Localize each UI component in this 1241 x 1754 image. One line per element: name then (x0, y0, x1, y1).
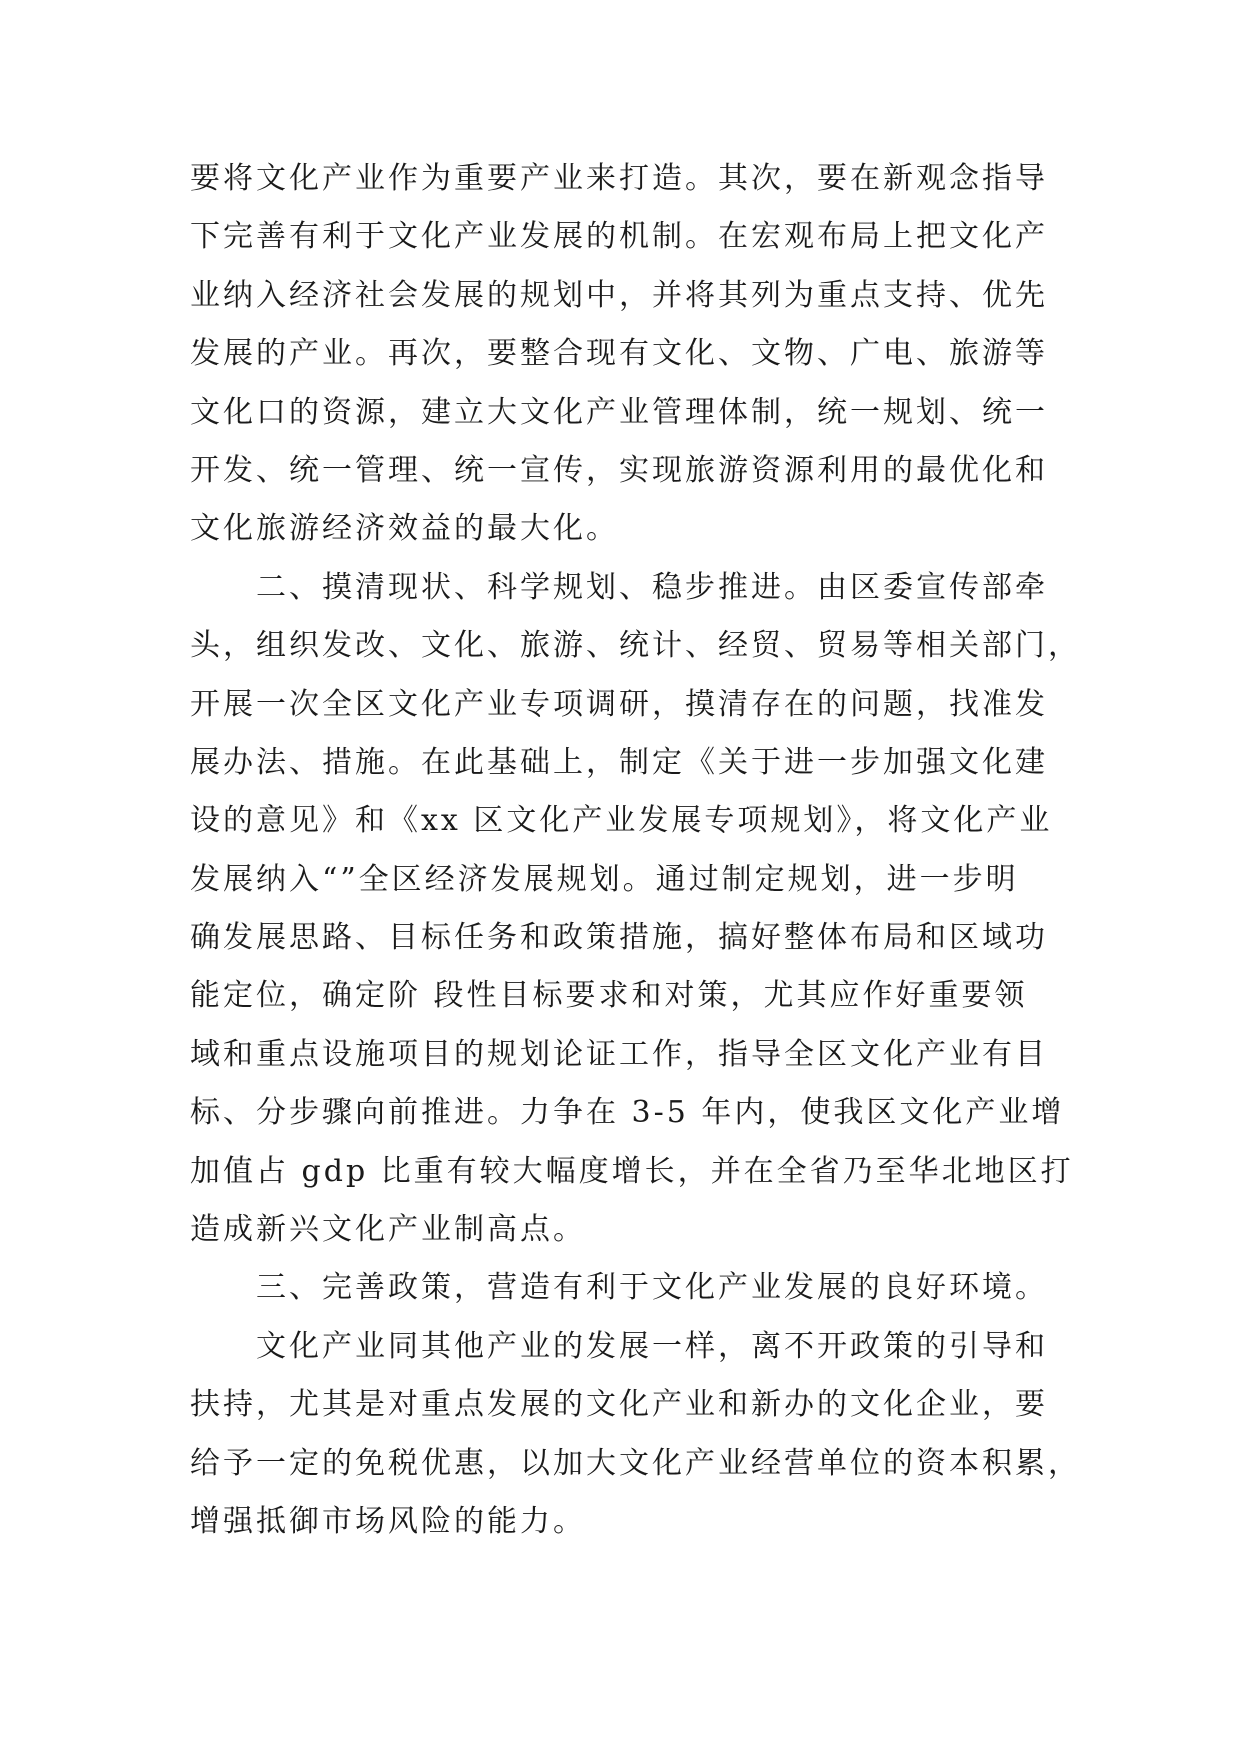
text-line: 增强抵御市场风险的能力。 (190, 1503, 586, 1539)
section-heading-line: 三、完善政策，营造有利于文化产业发展的良好环境。 (190, 1270, 1048, 1306)
text-line: 标、分步骤向前推进。力争在 3-5 年内，使我区文化产业增 (190, 1095, 1065, 1131)
text-line: 开发、统一管理、统一宣传，实现旅游资源利用的最优化和 (190, 452, 1048, 488)
text-line: 能定位，确定阶 段性目标要求和对策，尤其应作好重要领 (190, 978, 1028, 1014)
text-line: 给予一定的免税优惠，以加大文化产业经营单位的资本积累， (190, 1445, 1081, 1481)
text-line: 展办法、措施。在此基础上，制定《关于进一步加强文化建 (190, 744, 1048, 780)
text-line: 文化口的资源，建立大文化产业管理体制，统一规划、统一 (190, 394, 1048, 430)
text-line: 加值占 gdp 比重有较大幅度增长，并在全省乃至华北地区打 (190, 1153, 1074, 1189)
document-body (190, 150, 1081, 1551)
text-line: 业纳入经济社会发展的规划中，并将其列为重点支持、优先 (190, 277, 1048, 313)
text-line: 造成新兴文化产业制高点。 (190, 1212, 586, 1248)
text-line: 设的意见》和《xx 区文化产业发展专项规划》，将文化产业 (190, 803, 1053, 839)
text-line: 域和重点设施项目的规划论证工作，指导全区文化产业有目 (190, 1036, 1048, 1072)
section-heading-line: 二、摸清现状、科学规划、稳步推进。由区委宣传部牵 (190, 569, 1048, 605)
text-line: 要将文化产业作为重要产业来打造。其次，要在新观念指导 (190, 161, 1048, 196)
text-line: 文化旅游经济效益的最大化。 (190, 511, 619, 547)
text-line: 发展纳入“”全区经济发展规划。通过制定规划，进一步明 (190, 861, 1019, 897)
text-line: 确发展思路、目标任务和政策措施，搞好整体布局和区域功 (190, 920, 1048, 956)
text-line: 文化产业同其他产业的发展一样，离不开政策的引导和 (190, 1328, 1048, 1364)
text-line: 发展的产业。再次，要整合现有文化、文物、广电、旅游等 (190, 336, 1048, 372)
text-line: 开展一次全区文化产业专项调研，摸清存在的问题，找准发 (190, 686, 1048, 722)
text-line: 扶持，尤其是对重点发展的文化产业和新办的文化企业，要 (190, 1387, 1048, 1423)
text-line: 下完善有利于文化产业发展的机制。在宏观布局上把文化产 (190, 219, 1048, 255)
text-line: 头，组织发改、文化、旅游、统计、经贸、贸易等相关部门， (190, 628, 1081, 664)
